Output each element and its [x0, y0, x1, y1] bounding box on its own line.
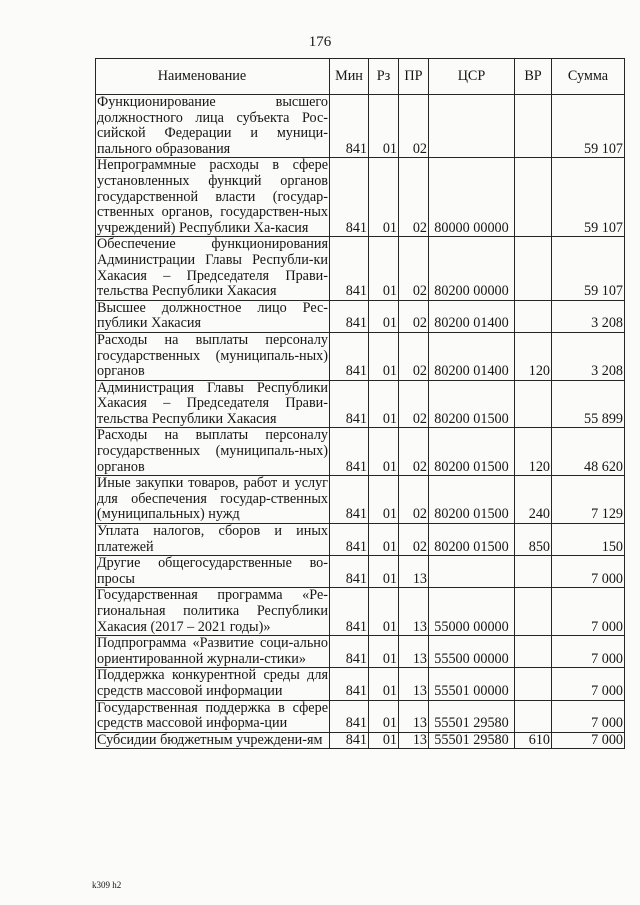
table-row	[96, 158, 625, 237]
cell-name: Функционирование высшего должностного лица субъекта Рос-сийской Федерации и муници-пального образования	[97, 94, 328, 157]
table-row	[96, 95, 625, 158]
cell-min: 841	[330, 476, 369, 524]
cell-name: Государственная поддержка в сфере средств массовой информа-ции	[97, 699, 328, 732]
cell-vr: 610	[515, 732, 552, 749]
cell-csr	[429, 556, 515, 588]
cell-min: 841	[330, 588, 369, 636]
table-row	[96, 636, 625, 668]
column-header-vr: ВР	[515, 59, 552, 95]
cell-csr: 55501 00000	[429, 668, 515, 700]
footer-code: k309 h2	[92, 880, 122, 890]
cell-sum: 59 107	[552, 158, 625, 237]
column-header-pr: ПР	[399, 59, 429, 95]
cell-name: Непрограммные расходы в сфере установленных функций органов государственной власти (государ-ственных органов, государствен-ных учреждений) Республики Ха-касия	[97, 157, 328, 236]
cell-name: Другие общегосударственные во-просы	[97, 555, 328, 587]
cell-vr	[515, 300, 552, 332]
cell-pr: 02	[399, 332, 429, 380]
column-header-csr: ЦСР	[429, 59, 515, 95]
table-row	[96, 476, 625, 524]
table-row	[96, 588, 625, 636]
cell-rz: 01	[369, 380, 399, 428]
cell-vr	[515, 556, 552, 588]
cell-pr: 13	[399, 668, 429, 700]
cell-csr: 80200 00000	[429, 237, 515, 300]
cell-min: 841	[330, 95, 369, 158]
cell-min: 841	[330, 636, 369, 668]
cell-name: Подпрограмма «Развитие соци-ально ориентированной журнали-стики»	[97, 635, 328, 667]
cell-csr: 55000 00000	[429, 588, 515, 636]
table-row	[96, 237, 625, 300]
page-number: 176	[308, 34, 332, 50]
cell-pr: 02	[399, 380, 429, 428]
table-row	[96, 524, 625, 556]
cell-rz: 01	[369, 588, 399, 636]
cell-rz: 01	[369, 428, 399, 476]
cell-rz: 01	[369, 636, 399, 668]
budget-table	[95, 58, 625, 749]
cell-csr: 80200 01500	[429, 524, 515, 556]
cell-pr: 02	[399, 95, 429, 158]
cell-sum: 7 000	[552, 732, 625, 749]
cell-pr: 13	[399, 556, 429, 588]
cell-csr: 80200 01400	[429, 332, 515, 380]
cell-csr: 55500 00000	[429, 636, 515, 668]
cell-rz: 01	[369, 556, 399, 588]
table-row	[96, 700, 625, 732]
cell-vr: 120	[515, 428, 552, 476]
cell-min: 841	[330, 524, 369, 556]
table-row	[96, 300, 625, 332]
cell-name: Расходы на выплаты персоналу государственных (муниципаль-ных) органов	[97, 331, 328, 380]
cell-rz: 01	[369, 300, 399, 332]
cell-rz: 01	[369, 700, 399, 732]
cell-pr: 13	[399, 636, 429, 668]
cell-vr	[515, 95, 552, 158]
cell-vr: 120	[515, 332, 552, 380]
cell-min: 841	[330, 380, 369, 428]
cell-name: Иные закупки товаров, работ и услуг для обеспечения государ-ственных (муниципальных) нужд	[97, 475, 328, 523]
cell-rz: 01	[369, 332, 399, 380]
cell-csr: 80200 01500	[429, 476, 515, 524]
table-row	[96, 732, 625, 749]
cell-rz: 01	[369, 668, 399, 700]
cell-name: Расходы на выплаты персоналу государственных (муниципаль-ных) органов	[97, 427, 328, 475]
cell-vr	[515, 636, 552, 668]
cell-vr	[515, 700, 552, 732]
cell-sum: 48 620	[552, 428, 625, 476]
cell-sum: 7 000	[552, 588, 625, 636]
cell-csr: 80000 00000	[429, 158, 515, 237]
cell-csr: 80200 01500	[429, 380, 515, 428]
cell-pr: 13	[399, 700, 429, 732]
cell-min: 841	[330, 300, 369, 332]
cell-min: 841	[330, 237, 369, 300]
cell-pr: 02	[399, 524, 429, 556]
cell-sum: 3 208	[552, 332, 625, 380]
cell-sum: 59 107	[552, 237, 625, 300]
cell-sum: 59 107	[552, 95, 625, 158]
cell-sum: 150	[552, 524, 625, 556]
cell-sum: 7 000	[552, 668, 625, 700]
cell-vr: 240	[515, 476, 552, 524]
cell-pr: 13	[399, 732, 429, 749]
cell-rz: 01	[369, 476, 399, 524]
cell-vr	[515, 588, 552, 636]
column-header-name: Наименование	[96, 59, 330, 95]
table-row	[96, 668, 625, 700]
cell-csr: 80200 01500	[429, 428, 515, 476]
table-row	[96, 428, 625, 476]
table-row	[96, 332, 625, 380]
cell-vr	[515, 158, 552, 237]
cell-name: Администрация Главы Республики Хакасия – Председателя Прави-тельства Республики Хакасия	[97, 379, 328, 427]
table-body	[96, 95, 625, 749]
cell-name: Высшее должностное лицо Рес-публики Хакасия	[97, 299, 328, 332]
cell-name: Поддержка конкурентной среды для средств массовой информации	[97, 667, 328, 699]
cell-min: 841	[330, 158, 369, 237]
column-header-min: Мин	[330, 59, 369, 95]
cell-name: Субсидии бюджетным учреждени-ям	[96, 732, 330, 749]
cell-sum: 7 129	[552, 476, 625, 524]
cell-pr: 02	[399, 428, 429, 476]
cell-min: 841	[330, 556, 369, 588]
cell-vr	[515, 668, 552, 700]
cell-min: 841	[330, 428, 369, 476]
cell-vr	[515, 237, 552, 300]
cell-sum: 7 000	[552, 556, 625, 588]
cell-min: 841	[330, 732, 369, 749]
cell-min: 841	[330, 668, 369, 700]
cell-sum: 7 000	[552, 636, 625, 668]
cell-pr: 02	[399, 158, 429, 237]
cell-pr: 13	[399, 588, 429, 636]
table-row	[96, 380, 625, 428]
cell-sum: 7 000	[552, 700, 625, 732]
cell-rz: 01	[369, 158, 399, 237]
table-row	[96, 556, 625, 588]
cell-name: Обеспечение функционирования Администрации Главы Республи-ки Хакасия – Председателя Прави-тельства Республики Хакасия	[97, 236, 328, 300]
cell-pr: 02	[399, 476, 429, 524]
cell-sum: 55 899	[552, 380, 625, 428]
column-header-sum: Сумма	[552, 59, 625, 95]
cell-vr: 850	[515, 524, 552, 556]
cell-pr: 02	[399, 300, 429, 332]
cell-rz: 01	[369, 524, 399, 556]
column-header-rz: Рз	[369, 59, 399, 95]
cell-name: Государственная программа «Ре-гиональная политика Республики Хакасия (2017 – 2021 годы)»	[97, 587, 328, 635]
cell-rz: 01	[369, 732, 399, 749]
cell-csr: 80200 01400	[429, 300, 515, 332]
table-header-row	[96, 59, 625, 95]
cell-min: 841	[330, 332, 369, 380]
cell-csr: 55501 29580	[429, 732, 515, 749]
cell-vr	[515, 380, 552, 428]
cell-min: 841	[330, 700, 369, 732]
cell-pr: 02	[399, 237, 429, 300]
cell-rz: 01	[369, 237, 399, 300]
cell-csr: 55501 29580	[429, 700, 515, 732]
cell-rz: 01	[369, 95, 399, 158]
cell-csr	[429, 95, 515, 158]
cell-name: Уплата налогов, сборов и иных платежей	[97, 523, 328, 555]
cell-sum: 3 208	[552, 300, 625, 332]
